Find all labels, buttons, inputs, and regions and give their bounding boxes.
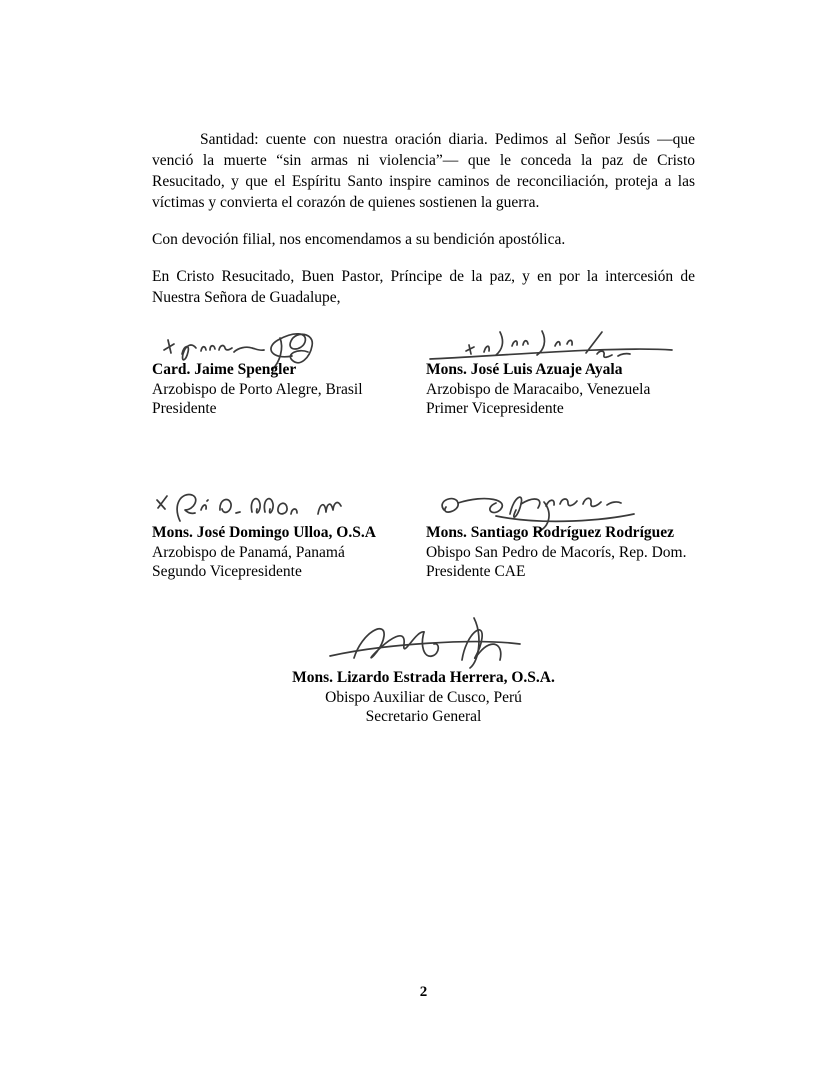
- signature-block-spengler: [152, 330, 432, 418]
- signatory-title: Obispo Auxiliar de Cusco, Perú: [325, 689, 522, 706]
- signatory-title: Arzobispo de Porto Alegre, Brasil: [152, 381, 363, 398]
- letter-body: [152, 129, 695, 324]
- signature-image-ulloa: [152, 488, 352, 523]
- signatory-name: Mons. José Domingo Ulloa, O.S.A: [152, 524, 376, 541]
- signature-image-azuaje: [426, 330, 676, 360]
- signatory-role: Presidente: [152, 400, 217, 417]
- paragraph-devocion: Con devoción filial, nos encomendamos a su bendición apostólica.: [152, 231, 566, 248]
- signatory-name: Mons. José Luis Azuaje Ayala: [426, 361, 623, 378]
- signature-image-rodriguez: [426, 488, 656, 523]
- signature-block-azuaje: [426, 330, 726, 418]
- signatory-role: Primer Vicepresidente: [426, 400, 564, 417]
- signature-block-rodriguez: [426, 488, 726, 581]
- signatory-role: Secretario General: [365, 708, 482, 725]
- paragraph-despedida: En Cristo Resucitado, Buen Pastor, Príncipe de la paz, y en por la intercesión de Nuestra Señora de Guadalupe,: [152, 268, 695, 306]
- paragraph-oracion: Santidad: cuente con nuestra oración diaria. Pedimos al Señor Jesús —que venció la muerte “sin armas ni violencia”— que le conceda la paz de Cristo Resucitado, y que el Espíritu Santo inspire caminos de reconciliación, proteja a las víctimas y convierta el corazón de quienes sostienen la guerra.: [152, 131, 695, 211]
- signature-block-ulloa: [152, 488, 432, 581]
- signature-image-estrada: [324, 616, 524, 668]
- page-number: 2: [419, 984, 428, 1000]
- signatory-name: Mons. Lizardo Estrada Herrera, O.S.A.: [292, 669, 555, 686]
- signatory-role: Presidente CAE: [426, 563, 526, 580]
- signatory-title: Obispo San Pedro de Macorís, Rep. Dom.: [426, 544, 687, 561]
- signature-block-estrada: [152, 616, 695, 726]
- signatory-role: Segundo Vicepresidente: [152, 563, 302, 580]
- signatory-name: Card. Jaime Spengler: [152, 361, 297, 378]
- signatory-name: Mons. Santiago Rodríguez Rodríguez: [426, 524, 674, 541]
- signatory-title: Arzobispo de Maracaibo, Venezuela: [426, 381, 651, 398]
- signatory-title: Arzobispo de Panamá, Panamá: [152, 544, 345, 561]
- signature-image-spengler: [152, 330, 342, 360]
